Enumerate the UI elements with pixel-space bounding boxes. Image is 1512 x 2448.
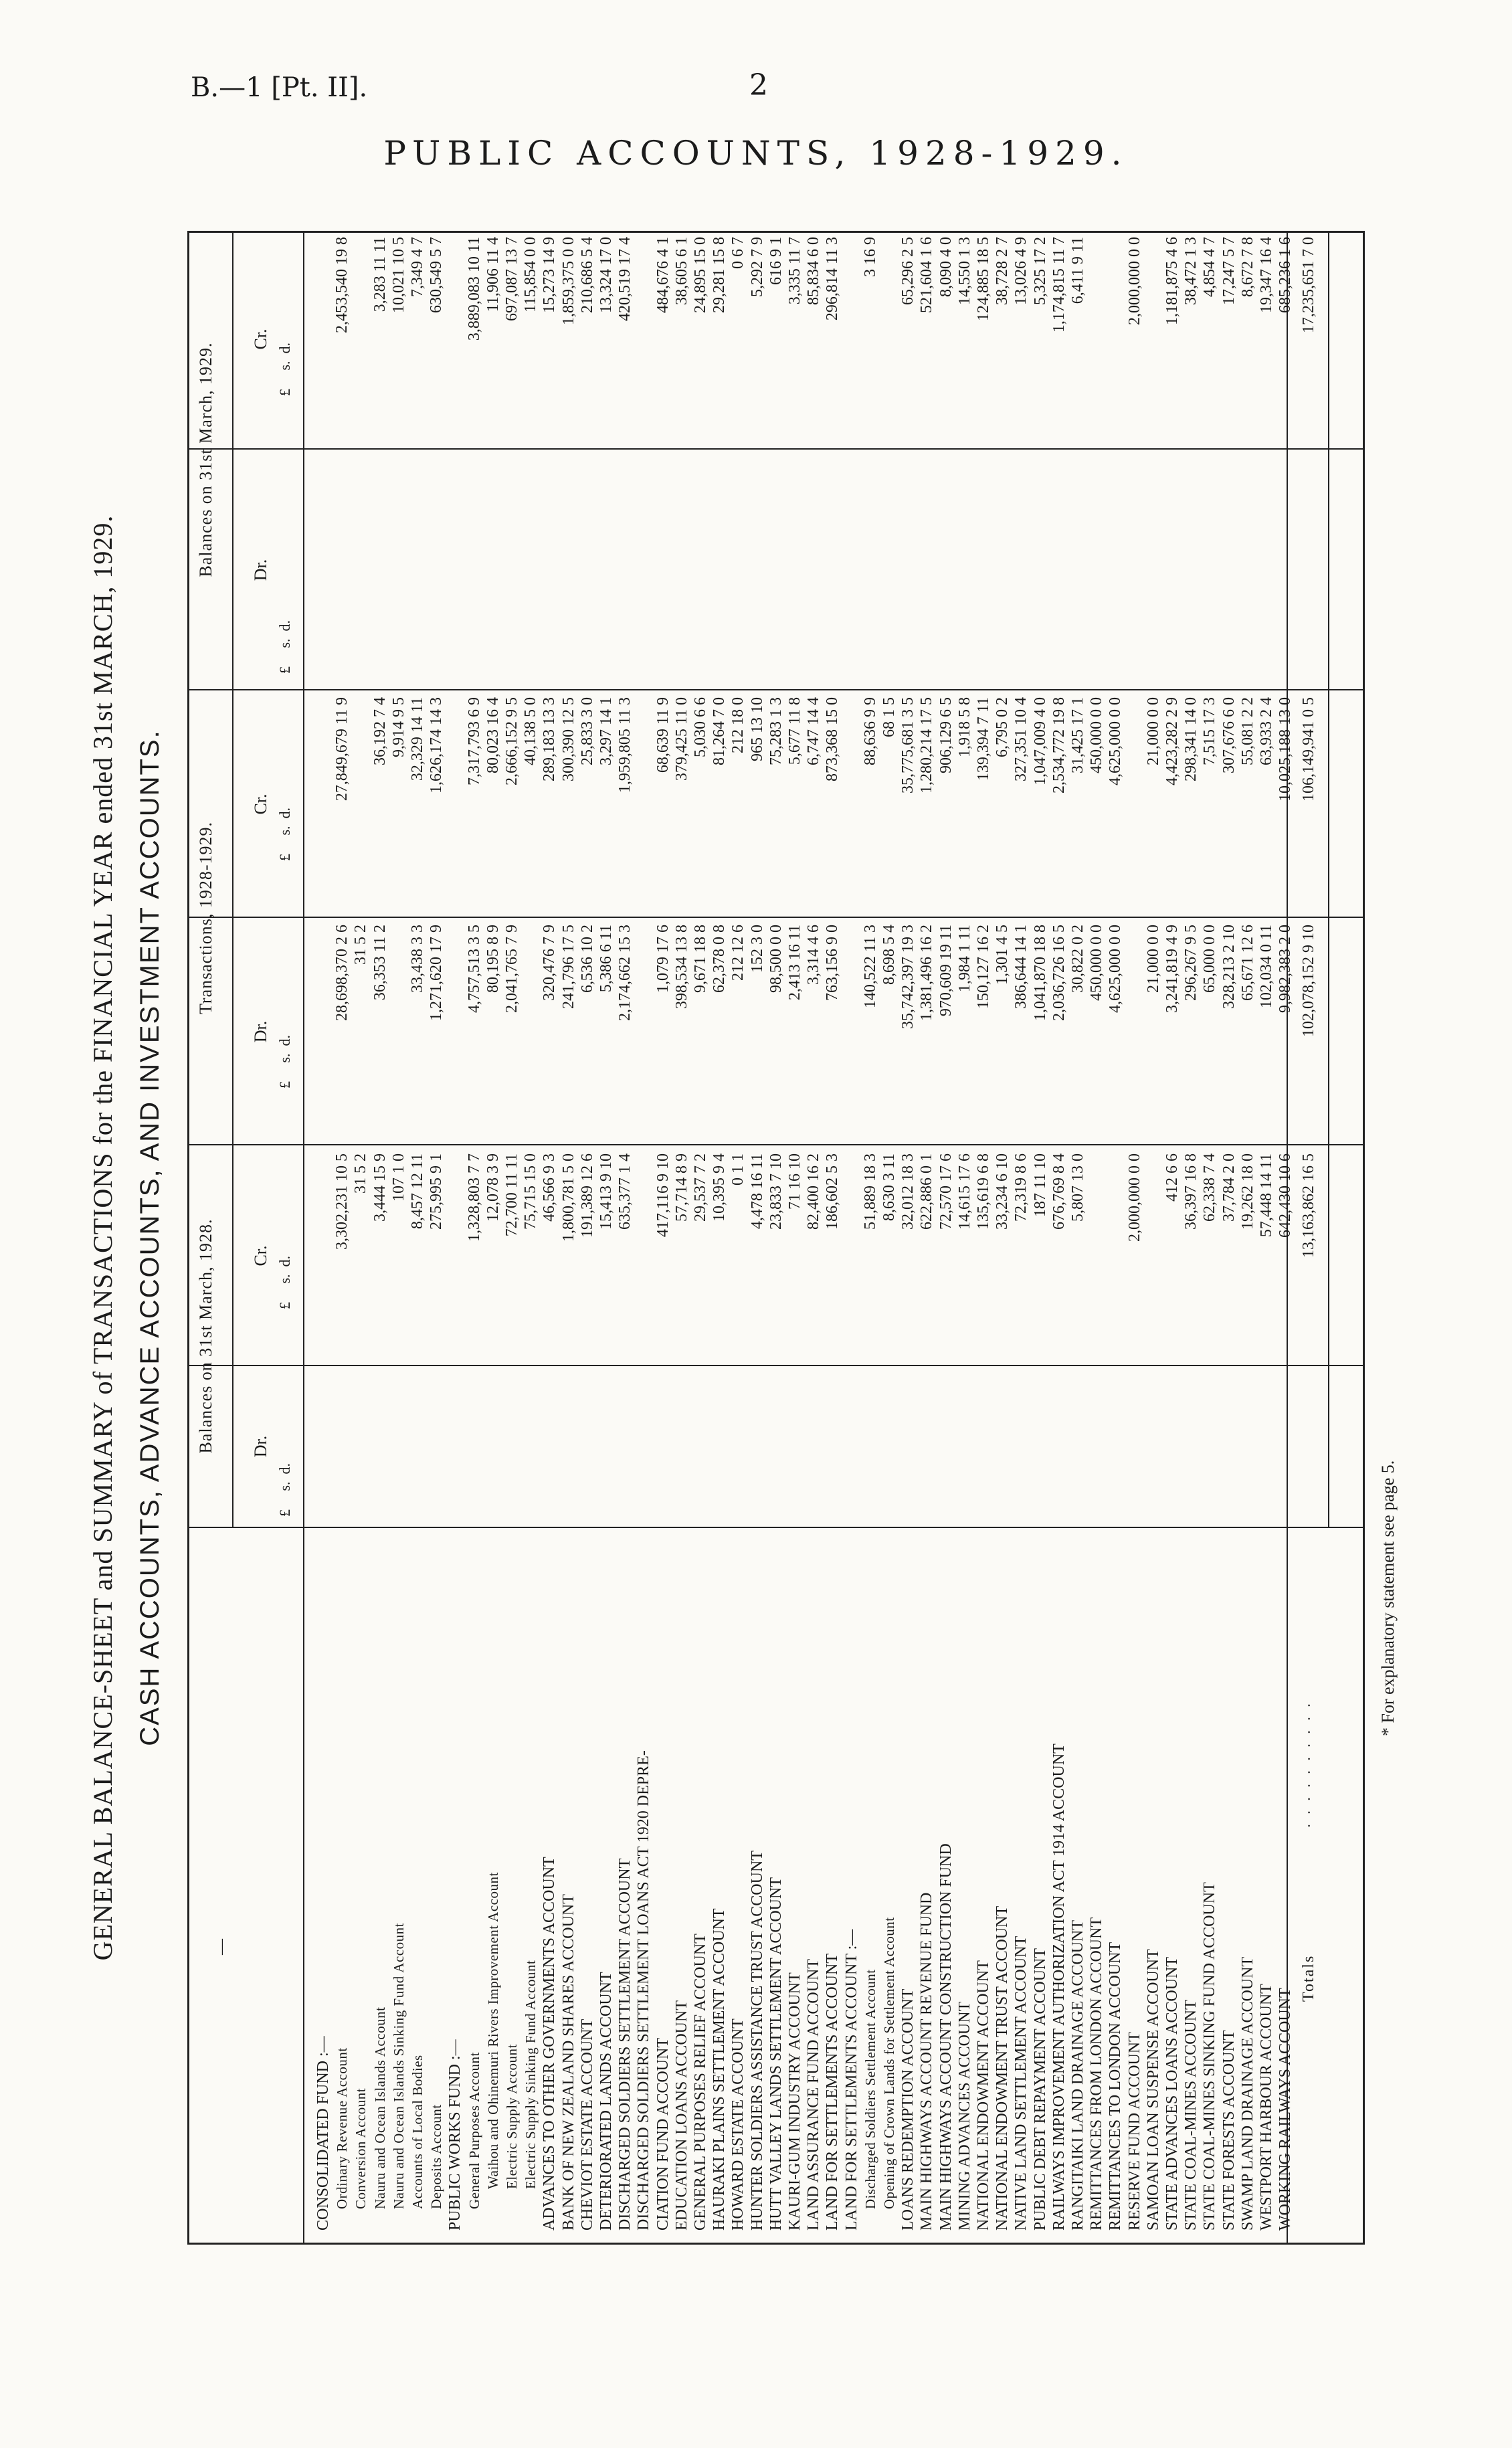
cell-trcr: 36,192 7 4 bbox=[371, 697, 389, 765]
cell-trdr: 98,500 0 0 bbox=[767, 925, 785, 993]
cell-cr29: 65,296 2 5 bbox=[899, 237, 917, 305]
cell-cr28: 62,338 7 4 bbox=[1201, 1153, 1219, 1222]
cell-cr29: 7,349 4 7 bbox=[409, 237, 426, 297]
row-label: NATIONAL ENDOWMENT ACCOUNT bbox=[975, 1960, 992, 2231]
cell-cr28: 412 6 6 bbox=[1163, 1153, 1181, 1202]
cell-cr28: 23,833 7 10 bbox=[767, 1153, 785, 1230]
cell-cr28: 33,234 6 10 bbox=[994, 1153, 1012, 1230]
row-label: WORKING RAILWAYS ACCOUNT bbox=[1277, 1988, 1295, 2231]
row-label: LAND ASSURANCE FUND ACCOUNT bbox=[805, 1958, 823, 2231]
cell-trdr: 2,036,726 16 5 bbox=[1050, 925, 1068, 1021]
cell-trdr: 2,413 16 11 bbox=[786, 925, 804, 1001]
units-dr-1929: £ s. d. bbox=[276, 620, 293, 674]
cell-trdr: 102,034 0 11 bbox=[1258, 925, 1275, 1009]
row-label: Electric Supply Sinking Fund Account bbox=[523, 1960, 539, 2189]
cell-cr28: 0 1 1 bbox=[729, 1153, 747, 1186]
header-balances-1929: Balances on 31st March, 1929. bbox=[196, 342, 215, 577]
cell-cr28: 1,328,803 7 7 bbox=[465, 1153, 483, 1242]
row-label: NATIONAL ENDOWMENT TRUST ACCOUNT bbox=[994, 1905, 1012, 2231]
cell-trcr: 139,394 7 11 bbox=[975, 697, 992, 781]
cell-trdr: 970,609 19 11 bbox=[937, 925, 955, 1017]
header-transactions: Transactions, 1928-1929. bbox=[196, 821, 215, 1015]
footnote: * For explanatory statement see page 5. bbox=[1378, 1460, 1398, 1736]
cell-trcr: 327,351 10 4 bbox=[1012, 697, 1030, 781]
row-label: HUTT VALLEY LANDS SETTLEMENT ACCOUNT bbox=[767, 1877, 785, 2231]
cell-trdr: 6,536 10 2 bbox=[578, 925, 596, 993]
cell-trdr: 3,241,819 4 9 bbox=[1163, 925, 1181, 1013]
cell-trdr: 140,522 11 3 bbox=[861, 925, 879, 1009]
cell-cr28: 2,000,000 0 0 bbox=[1125, 1153, 1143, 1242]
cell-trdr: 21,000 0 0 bbox=[1144, 925, 1162, 993]
cell-trcr: 2,534,772 19 8 bbox=[1050, 697, 1068, 793]
row-label: STATE FORESTS ACCOUNT bbox=[1220, 2030, 1238, 2231]
cell-trcr: 80,023 16 4 bbox=[484, 697, 502, 773]
row-label: SAMOAN LOAN SUSPENSE ACCOUNT bbox=[1144, 1949, 1162, 2231]
cell-cr28: 676,769 8 4 bbox=[1050, 1153, 1068, 1230]
rotated-table-stage bbox=[87, 231, 1452, 2245]
cell-trcr: 1,047,009 4 0 bbox=[1031, 697, 1049, 785]
row-label: Discharged Soldiers Settlement Account bbox=[862, 1969, 878, 2209]
cell-trdr: 152 3 0 bbox=[748, 925, 766, 973]
cell-cr29: 14,550 1 3 bbox=[955, 237, 973, 305]
subheader-cr-1928: Cr. bbox=[251, 1245, 270, 1266]
cell-cr29: 630,549 5 7 bbox=[428, 237, 446, 313]
cell-trcr: 379,425 11 0 bbox=[672, 697, 690, 781]
cell-cr28: 32,012 18 3 bbox=[899, 1153, 917, 1230]
cell-trdr: 31 5 2 bbox=[352, 925, 370, 965]
cell-trcr: 7,317,793 6 9 bbox=[465, 697, 483, 785]
units-cr-1928: £ s. d. bbox=[276, 1255, 293, 1309]
units-dr-1928: £ s. d. bbox=[276, 1463, 293, 1517]
cell-cr28: 1,800,781 5 0 bbox=[559, 1153, 577, 1242]
total-cr-1928: 13,163,862 16 5 bbox=[1300, 1153, 1317, 1258]
cell-trdr: 2,041,765 7 9 bbox=[503, 925, 521, 1013]
row-label: DISCHARGED SOLDIERS SETTLEMENT ACCOUNT bbox=[616, 1858, 634, 2231]
cell-cr28: 10,395 9 4 bbox=[711, 1153, 729, 1222]
cell-trdr: 4,625,000 0 0 bbox=[1107, 925, 1125, 1013]
row-label: Nauru and Ocean Islands Sinking Fund Account bbox=[390, 1923, 407, 2209]
cell-cr28: 622,886 0 1 bbox=[918, 1153, 936, 1230]
row-label: REMITTANCES FROM LONDON ACCOUNT bbox=[1088, 1917, 1106, 2231]
page-title: PUBLIC ACCOUNTS, 1928-1929. bbox=[383, 134, 1129, 173]
cell-cr29: 3 16 9 bbox=[861, 237, 879, 277]
total-cr-transactions: 106,149,941 0 5 bbox=[1300, 697, 1317, 802]
row-label: Opening of Crown Lands for Settlement Account bbox=[881, 1917, 897, 2209]
row-label: Electric Supply Account bbox=[504, 2044, 520, 2189]
cell-cr28: 72,570 17 6 bbox=[937, 1153, 955, 1230]
units-cr-transactions: £ s. d. bbox=[276, 807, 293, 861]
cell-cr28: 417,116 9 10 bbox=[654, 1153, 672, 1238]
cell-cr29: 29,281 15 8 bbox=[711, 237, 729, 313]
cell-trdr: 8,698 5 4 bbox=[880, 925, 898, 985]
cell-cr28: 8,630 3 11 bbox=[880, 1153, 898, 1222]
total-cr-1929: 17,235,651 7 0 bbox=[1300, 237, 1317, 333]
row-label: STATE COAL-MINES ACCOUNT bbox=[1182, 2000, 1200, 2231]
cell-trcr: 9,914 9 5 bbox=[389, 697, 407, 757]
row-label: GENERAL PURPOSES RELIEF ACCOUNT bbox=[692, 1934, 709, 2231]
cell-cr29: 124,885 18 5 bbox=[975, 237, 992, 321]
cell-trdr: 212 12 6 bbox=[729, 925, 747, 981]
cell-trdr: 5,386 6 11 bbox=[597, 925, 615, 993]
row-label: PUBLIC DEBT REPAYMENT ACCOUNT bbox=[1031, 1948, 1049, 2231]
cell-cr29: 296,814 11 3 bbox=[824, 237, 842, 321]
cell-cr28: 72,319 8 6 bbox=[1012, 1153, 1030, 1222]
cell-trdr: 150,127 16 2 bbox=[975, 925, 992, 1009]
cell-trcr: 300,390 12 5 bbox=[559, 697, 577, 781]
cell-cr29: 8,090 4 0 bbox=[937, 237, 955, 297]
cell-trcr: 212 18 0 bbox=[729, 697, 747, 753]
cell-cr28: 19,262 18 0 bbox=[1238, 1153, 1256, 1230]
cell-trcr: 5,030 6 6 bbox=[692, 697, 709, 757]
cell-cr29: 13,026 4 9 bbox=[1012, 237, 1030, 305]
cell-cr29: 2,453,540 19 8 bbox=[333, 237, 351, 333]
row-label: DISCHARGED SOLDIERS SETTLEMENT LOANS ACT 1920 DEPRE- bbox=[635, 1750, 653, 2231]
cell-trcr: 68 1 5 bbox=[880, 697, 898, 737]
cell-cr29: 4,854 4 7 bbox=[1201, 237, 1219, 297]
cell-trdr: 33,438 3 3 bbox=[409, 925, 426, 993]
cell-trdr: 328,213 2 10 bbox=[1220, 925, 1238, 1009]
cell-trdr: 2,174,662 15 3 bbox=[616, 925, 634, 1021]
cell-cr29: 210,686 5 4 bbox=[578, 237, 596, 313]
cell-cr28: 191,389 12 6 bbox=[578, 1153, 596, 1238]
cell-cr28: 71 16 10 bbox=[786, 1153, 804, 1210]
cell-cr28: 5,807 13 0 bbox=[1069, 1153, 1086, 1222]
totals-label: Totals bbox=[1300, 1954, 1317, 2002]
cell-trcr: 55,081 2 2 bbox=[1238, 697, 1256, 765]
cell-trcr: 6,747 14 4 bbox=[805, 697, 823, 765]
cell-trdr: 1,079 17 6 bbox=[654, 925, 672, 993]
cell-cr28: 3,444 15 9 bbox=[371, 1153, 389, 1222]
cell-cr29: 15,273 14 9 bbox=[541, 237, 559, 313]
row-label: General Purposes Account bbox=[466, 2052, 482, 2209]
cell-trdr: 398,534 13 8 bbox=[672, 925, 690, 1009]
cell-trcr: 2,666,152 9 5 bbox=[503, 697, 521, 785]
row-label: HUNTER SOLDIERS ASSISTANCE TRUST ACCOUNT bbox=[748, 1851, 766, 2231]
cell-trdr: 296,267 9 5 bbox=[1182, 925, 1200, 1001]
cell-cr28: 14,615 17 6 bbox=[955, 1153, 973, 1230]
cell-cr28: 37,784 2 0 bbox=[1220, 1153, 1238, 1222]
row-label: MAIN HIGHWAYS ACCOUNT REVENUE FUND bbox=[918, 1892, 936, 2231]
cell-cr29: 6,411 9 11 bbox=[1069, 237, 1086, 304]
row-label: Nauru and Ocean Islands Account bbox=[371, 2006, 388, 2209]
cell-trdr: 9,671 18 8 bbox=[692, 925, 709, 993]
cell-cr29: 3,889,083 10 11 bbox=[465, 237, 483, 341]
cell-trcr: 6,795 0 2 bbox=[994, 697, 1012, 757]
cell-cr29: 38,605 6 1 bbox=[672, 237, 690, 305]
cell-trcr: 81,264 7 0 bbox=[711, 697, 729, 765]
cell-cr28: 57,448 14 11 bbox=[1258, 1153, 1275, 1238]
cell-cr28: 57,714 8 9 bbox=[672, 1153, 690, 1222]
cell-trcr: 63,933 2 4 bbox=[1258, 697, 1275, 765]
cell-trdr: 1,381,496 16 2 bbox=[918, 925, 936, 1021]
cell-cr29: 10,021 10 5 bbox=[389, 237, 407, 313]
cell-trcr: 35,775,681 3 5 bbox=[899, 697, 917, 793]
row-label: WESTPORT HARBOUR ACCOUNT bbox=[1258, 1984, 1275, 2231]
cell-cr28: 15,413 9 10 bbox=[597, 1153, 615, 1230]
cell-trdr: 241,796 17 5 bbox=[559, 925, 577, 1009]
cell-cr29: 420,519 17 4 bbox=[616, 237, 634, 321]
cell-cr29: 697,087 13 7 bbox=[503, 237, 521, 321]
cell-cr29: 521,604 1 6 bbox=[918, 237, 936, 313]
row-label: STATE COAL-MINES SINKING FUND ACCOUNT bbox=[1201, 1882, 1219, 2231]
cell-dr28 bbox=[1273, 1376, 1297, 1527]
cell-cr29: 0 6 7 bbox=[729, 237, 747, 269]
cell-cr28: 12,078 3 9 bbox=[484, 1153, 502, 1222]
cell-cr29: 115,854 0 0 bbox=[522, 237, 540, 313]
cell-trcr: 27,849,679 11 9 bbox=[333, 697, 351, 802]
cell-cr29: 13,324 17 0 bbox=[597, 237, 615, 313]
subheader-cr-transactions: Cr. bbox=[251, 793, 270, 815]
cell-trdr: 4,757,513 3 5 bbox=[465, 925, 483, 1013]
cell-cr28: 46,566 9 3 bbox=[541, 1153, 559, 1222]
cell-cr29: 484,676 4 1 bbox=[654, 237, 672, 313]
cell-trcr: 1,959,805 11 3 bbox=[616, 697, 634, 793]
cell-cr28: 635,377 1 4 bbox=[616, 1153, 634, 1230]
cell-cr28: 75,715 15 0 bbox=[522, 1153, 540, 1230]
cell-trcr: 965 13 10 bbox=[748, 697, 766, 761]
cell-trcr: 1,626,174 14 3 bbox=[428, 697, 446, 793]
row-label: Ordinary Revenue Account bbox=[334, 2047, 351, 2209]
rule-label-column bbox=[189, 1527, 1363, 1528]
cell-trdr: 450,000 0 0 bbox=[1088, 925, 1106, 1001]
cell-cr28: 8,457 12 11 bbox=[409, 1153, 426, 1230]
cell-trdr: 65,671 12 6 bbox=[1238, 925, 1256, 1001]
cell-trdr: 35,742,397 19 3 bbox=[899, 925, 917, 1029]
cell-cr29: 85,834 6 0 bbox=[805, 237, 823, 305]
cell-trcr: 68,639 11 9 bbox=[654, 697, 672, 773]
row-label: NATIVE LAND SETTLEMENT ACCOUNT bbox=[1012, 1936, 1030, 2231]
cell-cr28: 107 1 0 bbox=[389, 1153, 407, 1202]
total-dr-1928 bbox=[1297, 1376, 1321, 1527]
row-label: REMITTANCES TO LONDON ACCOUNT bbox=[1107, 1942, 1125, 2231]
row-label: CIATION FUND ACCOUNT bbox=[654, 2037, 672, 2231]
row-label: LAND FOR SETTLEMENTS ACCOUNT bbox=[824, 1953, 842, 2231]
total-dr-1929 bbox=[1297, 460, 1321, 690]
cell-cr28: 186,602 5 3 bbox=[824, 1153, 842, 1230]
subheader-dr-1929: Dr. bbox=[251, 559, 270, 581]
cell-trcr: 32,329 14 11 bbox=[409, 697, 426, 781]
row-label: HAURAKI PLAINS SETTLEMENT ACCOUNT bbox=[711, 1908, 729, 2231]
row-label: CHEVIOT ESTATE ACCOUNT bbox=[578, 2018, 596, 2231]
row-label: ADVANCES TO OTHER GOVERNMENTS ACCOUNT bbox=[541, 1857, 559, 2231]
row-label: Deposits Account bbox=[428, 2104, 445, 2209]
cell-trcr: 4,625,000 0 0 bbox=[1107, 697, 1125, 785]
cell-trcr: 298,341 14 0 bbox=[1182, 697, 1200, 781]
cell-trcr: 3,297 14 1 bbox=[597, 697, 615, 765]
cell-cr29: 685,236 1 6 bbox=[1277, 237, 1295, 313]
cell-trdr: 386,644 14 1 bbox=[1012, 925, 1030, 1009]
cell-trcr: 1,280,214 17 5 bbox=[918, 697, 936, 793]
row-label: RAILWAYS IMPROVEMENT AUTHORIZATION ACT 1914 ACCOUNT bbox=[1050, 1744, 1068, 2231]
rule-group-header bbox=[232, 233, 233, 1528]
cell-trcr: 21,000 0 0 bbox=[1144, 697, 1162, 765]
cell-cr28: 3,302,231 10 5 bbox=[333, 1153, 351, 1250]
cell-cr29: 5,325 17 2 bbox=[1031, 237, 1049, 305]
cell-cr28: 72,700 11 11 bbox=[503, 1153, 521, 1237]
cell-cr29: 17,247 5 7 bbox=[1220, 237, 1238, 305]
cell-trcr: 10,025,188 13 0 bbox=[1277, 697, 1295, 802]
cell-cr29: 38,472 1 3 bbox=[1182, 237, 1200, 305]
cell-trdr: 80,195 8 9 bbox=[484, 925, 502, 993]
subheader-cr-1929: Cr. bbox=[251, 328, 270, 350]
row-label: LOANS REDEMPTION ACCOUNT bbox=[899, 1988, 917, 2231]
cell-trdr: 763,156 9 0 bbox=[824, 925, 842, 1001]
cell-cr28: 4,478 16 11 bbox=[748, 1153, 766, 1230]
cell-trcr: 25,833 3 0 bbox=[578, 697, 596, 765]
blank-stub-heading: — bbox=[213, 1939, 230, 1955]
cell-trdr: 28,698,370 2 6 bbox=[333, 925, 351, 1021]
cell-trdr: 3,314 4 6 bbox=[805, 925, 823, 985]
cell-trcr: 307,676 6 0 bbox=[1220, 697, 1238, 773]
rule-totals-bottom bbox=[1328, 233, 1329, 1528]
cell-cr29: 1,181,875 4 6 bbox=[1163, 237, 1181, 325]
cell-cr28: 642,430 10 6 bbox=[1277, 1153, 1295, 1238]
cell-cr29: 24,895 15 0 bbox=[692, 237, 709, 313]
row-label: Waihou and Ohinemuri Rivers Improvement Account bbox=[484, 1872, 501, 2189]
row-label: RANGITAIKI LAND DRAINAGE ACCOUNT bbox=[1069, 1919, 1086, 2231]
balance-sheet-table bbox=[187, 231, 1365, 2245]
total-dr-transactions: 102,078,152 9 10 bbox=[1300, 925, 1317, 1037]
cell-trdr: 320,476 7 9 bbox=[541, 925, 559, 1001]
row-label: RESERVE FUND ACCOUNT bbox=[1125, 2032, 1143, 2231]
cell-trcr: 906,129 6 5 bbox=[937, 697, 955, 773]
row-label: PUBLIC WORKS FUND :— bbox=[446, 2039, 464, 2231]
cell-cr29: 3,283 11 11 bbox=[371, 237, 389, 312]
cell-trcr: 31,425 17 1 bbox=[1069, 697, 1086, 773]
cell-cr28: 135,619 6 8 bbox=[975, 1153, 992, 1230]
row-label: Conversion Account bbox=[353, 2087, 369, 2209]
cell-trcr: 88,636 9 9 bbox=[861, 697, 879, 765]
subheader-dr-transactions: Dr. bbox=[251, 1020, 270, 1043]
subheader-dr-1928: Dr. bbox=[251, 1435, 270, 1458]
cell-trcr: 450,000 0 0 bbox=[1088, 697, 1106, 773]
page-number: 2 bbox=[749, 68, 768, 102]
cell-trdr: 1,984 1 11 bbox=[955, 925, 973, 993]
cell-cr29: 38,728 2 7 bbox=[994, 237, 1012, 305]
row-label: CONSOLIDATED FUND :— bbox=[314, 2036, 332, 2231]
row-label: BANK OF NEW ZEALAND SHARES ACCOUNT bbox=[559, 1894, 577, 2231]
cell-cr28: 187 11 10 bbox=[1031, 1153, 1049, 1218]
cell-trdr: 1,301 4 5 bbox=[994, 925, 1012, 985]
cell-cr29: 8,672 7 8 bbox=[1238, 237, 1256, 297]
cell-cr29: 19,347 16 4 bbox=[1258, 237, 1275, 313]
cell-cr29: 5,292 7 9 bbox=[748, 237, 766, 297]
cell-trcr: 289,183 13 3 bbox=[541, 697, 559, 781]
cell-trdr: 1,041,870 18 8 bbox=[1031, 925, 1049, 1021]
cell-cr28: 31 5 2 bbox=[352, 1153, 370, 1194]
units-cr-1929: £ s. d. bbox=[276, 342, 293, 396]
totals-leader-dots: . . . . . . . . . . bbox=[1297, 1701, 1314, 1828]
row-label: DETERIORATED LANDS ACCOUNT bbox=[597, 1972, 615, 2231]
row-label: MAIN HIGHWAYS ACCOUNT CONSTRUCTION FUND bbox=[937, 1843, 955, 2231]
row-label: MINING ADVANCES ACCOUNT bbox=[955, 2001, 973, 2231]
header-balances-1928: Balances on 31st March, 1928. bbox=[196, 1218, 215, 1454]
cell-trcr: 5,677 11 8 bbox=[786, 697, 804, 765]
cell-trcr: 40,138 5 0 bbox=[522, 697, 540, 765]
cell-cr29: 616 9 1 bbox=[767, 237, 785, 285]
cell-trdr: 30,822 0 2 bbox=[1069, 925, 1086, 993]
cell-trcr: 4,423,282 2 9 bbox=[1163, 697, 1181, 785]
cell-trdr: 62,378 0 8 bbox=[711, 925, 729, 993]
cell-trdr: 65,000 0 0 bbox=[1201, 925, 1219, 993]
table-title: GENERAL BALANCE-SHEET and SUMMARY of TRANSACTIONS for the FINANCIAL YEAR ended 31st MARCH, 1929. bbox=[88, 514, 118, 1961]
cell-trcr: 1,918 5 8 bbox=[955, 697, 973, 757]
cell-trcr: 873,368 15 0 bbox=[824, 697, 842, 781]
row-label: SWAMP LAND DRAINAGE ACCOUNT bbox=[1238, 1956, 1256, 2231]
cell-dr29 bbox=[1273, 460, 1297, 690]
cell-trcr: 75,283 1 3 bbox=[767, 697, 785, 765]
cell-trdr: 1,271,620 17 9 bbox=[428, 925, 446, 1021]
cell-cr29: 1,859,375 0 0 bbox=[559, 237, 577, 325]
table-subtitle: CASH ACCOUNTS, ADVANCE ACCOUNTS, AND INVESTMENT ACCOUNTS. bbox=[135, 729, 165, 1746]
row-label: KAURI-GUM INDUSTRY ACCOUNT bbox=[786, 1972, 804, 2231]
cell-cr29: 1,174,815 11 7 bbox=[1050, 237, 1068, 333]
cell-cr29: 11,906 11 4 bbox=[484, 237, 502, 312]
cell-trdr: 36,353 11 2 bbox=[371, 925, 389, 1001]
cell-cr28: 36,397 16 8 bbox=[1182, 1153, 1200, 1230]
cell-cr28: 29,537 7 2 bbox=[692, 1153, 709, 1222]
cell-cr28: 82,400 16 2 bbox=[805, 1153, 823, 1230]
row-label: HOWARD ESTATE ACCOUNT bbox=[729, 2018, 747, 2231]
rule-column-header bbox=[303, 233, 304, 2243]
cell-cr28: 51,889 18 3 bbox=[861, 1153, 879, 1230]
row-label: STATE ADVANCES LOANS ACCOUNT bbox=[1163, 1956, 1181, 2231]
cell-cr29: 3,335 11 7 bbox=[786, 237, 804, 305]
page-reference: B.—1 [Pt. II]. bbox=[191, 72, 368, 103]
units-dr-transactions: £ s. d. bbox=[276, 1034, 293, 1089]
cell-trcr: 7,515 17 3 bbox=[1201, 697, 1219, 765]
cell-cr29: 2,000,000 0 0 bbox=[1125, 237, 1143, 325]
row-label: EDUCATION LOANS ACCOUNT bbox=[672, 2000, 690, 2231]
row-label: LAND FOR SETTLEMENTS ACCOUNT :— bbox=[842, 1929, 860, 2231]
cell-trdr: 9,982,383 2 0 bbox=[1277, 925, 1295, 1013]
row-label: Accounts of Local Bodies bbox=[409, 2055, 426, 2209]
cell-cr28: 275,995 9 1 bbox=[428, 1153, 446, 1230]
